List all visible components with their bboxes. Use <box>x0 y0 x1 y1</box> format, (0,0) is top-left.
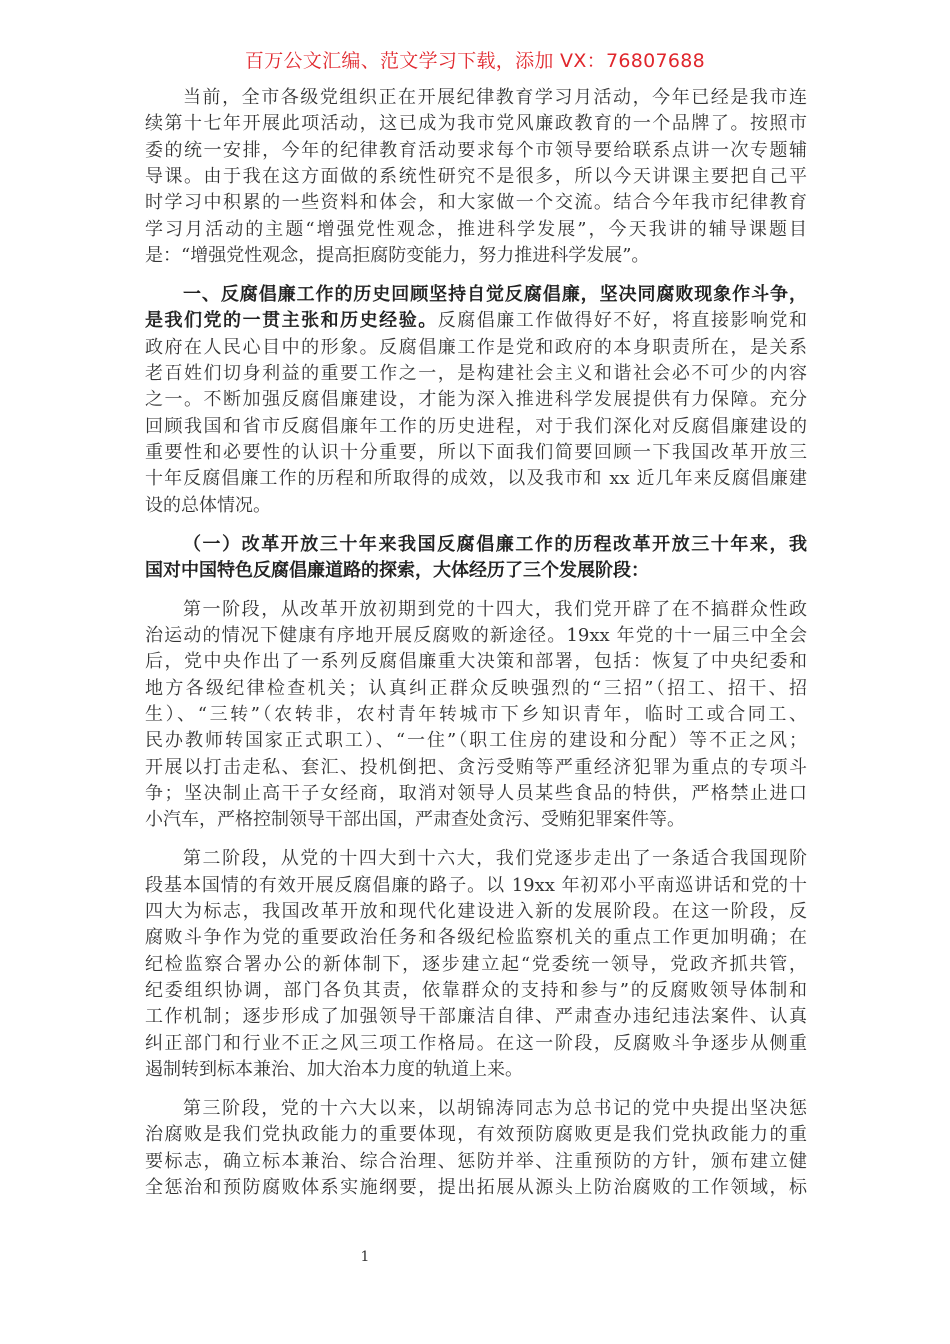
text-line <box>145 85 807 111</box>
body-text: 段基本国情的有效开展反腐倡廉的路子。以 19xx 年初邓小平南巡讲话和党的十 <box>145 874 807 896</box>
text-line <box>145 466 807 492</box>
body-text: 治运动的情况下健康有序地开展反腐败的新途径。19xx 年党的十一届三中全会 <box>145 625 807 647</box>
text-line <box>145 597 807 623</box>
document-body <box>145 85 807 1214</box>
text-line <box>145 440 807 466</box>
body-text: 地方各级纪律检查机关；认真纠正群众反映强烈的“三招”（招工、招干、招 <box>145 677 807 699</box>
body-text: 续第十七年开展此项活动，这已成为我市党风廉政教育的一个品牌了。按照市 <box>145 113 807 135</box>
body-text: 导课。由于我在这方面做的系统性研究不是很多，所以今天讲课主要把自己平 <box>145 166 807 188</box>
text-line <box>145 493 807 519</box>
body-text: 生）、“三转”（农转非，农村青年转城市下乡知识青年，临时工或合同工、 <box>145 704 807 726</box>
bold-text: 是我们党的一贯主张和历史经验。 <box>145 310 438 332</box>
text-line <box>145 846 807 872</box>
body-text: 学习月活动的主题“增强党性观念，推进科学发展”，今天我讲的辅导课题目 <box>145 218 807 240</box>
body-text: 治腐败是我们党执政能力的重要体现，有效预防腐败更是我们党执政能力的重 <box>145 1124 807 1146</box>
body-text: 纪检监察合署办公的新体制下，逐步建立起“党委统一领导，党政齐抓共管， <box>145 953 807 975</box>
text-line <box>145 807 807 833</box>
text-line <box>145 952 807 978</box>
text-line <box>145 282 807 308</box>
body-text: 之一。不断加强反腐倡廉建设，才能为深入推进科学发展提供有力保障。充分 <box>145 389 807 411</box>
text-line <box>145 755 807 781</box>
text-line <box>145 702 807 728</box>
body-text: 工作机制；逐步形成了加强领导干部廉洁自律、严肃查办违纪违法案件、认真 <box>145 1006 807 1028</box>
body-text: 后，党中央作出了一系列反腐倡廉重大决策和部署，包括：恢复了中央纪委和 <box>145 651 807 673</box>
text-line <box>145 899 807 925</box>
text-line <box>145 676 807 702</box>
body-text: 四大为标志，我国改革开放和现代化建设进入新的发展阶段。在这一阶段，反 <box>145 900 807 922</box>
download-banner: 百万公文汇编、范文学习下载，添加 VX：76807688 <box>244 50 706 72</box>
text-line <box>145 361 807 387</box>
body-text: 政府在人民心目中的形象。反腐倡廉工作是党和政府的本身职责所在，是关系 <box>145 336 807 358</box>
body-text: 设的总体情况。 <box>145 494 271 516</box>
body-text: 争；坚决制止高干子女经商，取消对领导人员某些食品的特供，严格禁止进口 <box>145 783 807 805</box>
text-line <box>145 873 807 899</box>
text-line <box>145 164 807 190</box>
body-text: 时学习中积累的一些资料和体会，和大家做一个交流。结合今年我市纪律教育 <box>145 192 807 214</box>
paragraph <box>145 282 807 519</box>
text-line <box>145 308 807 334</box>
text-line <box>145 1175 807 1201</box>
text-line <box>145 623 807 649</box>
body-text: 老百姓们切身利益的重要工作之一，是构建社会主义和谐社会必不可少的内容 <box>145 362 807 384</box>
body-text: 纠正部门和行业不正之风三项工作格局。在这一阶段，反腐败斗争逐步从侧重 <box>145 1032 807 1054</box>
body-text: 全惩治和预防腐败体系实施纲要，提出拓展从源头上防治腐败的工作领域，标 <box>145 1176 807 1198</box>
text-line <box>145 414 807 440</box>
text-line <box>145 335 807 361</box>
text-line <box>145 217 807 243</box>
body-text: 第二阶段，从党的十四大到十六大，我们党逐步走出了一条适合我国现阶 <box>183 848 807 870</box>
text-line <box>145 138 807 164</box>
body-text: 反腐倡廉工作做得好不好，将直接影响党和 <box>437 310 808 332</box>
text-line <box>145 532 807 558</box>
text-line <box>145 1004 807 1030</box>
text-line <box>145 243 807 269</box>
text-line <box>145 728 807 754</box>
page-number: 1 <box>360 1249 370 1265</box>
body-text: 第三阶段，党的十六大以来，以胡锦涛同志为总书记的党中央提出坚决惩 <box>183 1097 807 1119</box>
text-line <box>145 1149 807 1175</box>
body-text: 当前，全市各级党组织正在开展纪律教育学习月活动，今年已经是我市连 <box>183 87 807 108</box>
body-text: 民办教师转国家正式职工）、“一住”（职工住房的建设和分配）等不正之风； <box>145 730 807 752</box>
text-line <box>145 1122 807 1148</box>
body-text: 委的统一安排，今年的纪律教育活动要求每个市领导要给联系点讲一次专题辅 <box>145 139 807 161</box>
text-line <box>145 649 807 675</box>
body-text: 是：“增强党性观念，提高拒腐防变能力，努力推进科学发展”。 <box>145 245 650 267</box>
body-text: 重要性和必要性的认识十分重要，所以下面我们简要回顾一下我国改革开放三 <box>145 441 807 463</box>
text-line <box>145 111 807 137</box>
bold-text: 一、反腐倡廉工作的历史回顾坚持自觉反腐倡廉，坚决同腐败现象作斗争， <box>183 283 807 305</box>
body-text: 遏制转到标本兼治、加大治本力度的轨道上来。 <box>145 1059 523 1081</box>
text-line <box>145 558 807 584</box>
text-line <box>145 1031 807 1057</box>
bold-text: 国对中国特色反腐倡廉道路的探索，大体经历了三个发展阶段： <box>145 559 649 581</box>
body-text: 第一阶段，从改革开放初期到党的十四大，我们党开辟了在不搞群众性政 <box>183 598 807 620</box>
body-text: 要标志，确立标本兼治、综合治理、惩防并举、注重预防的方针，颁布建立健 <box>145 1150 807 1172</box>
paragraph <box>145 532 807 585</box>
paragraph <box>145 1096 807 1201</box>
text-line <box>145 190 807 216</box>
text-line <box>145 387 807 413</box>
paragraph <box>145 85 807 269</box>
text-line <box>145 1057 807 1083</box>
body-text: 回顾我国和省市反腐倡廉年工作的历史进程，对于我们深化对反腐倡廉建设的 <box>145 415 807 437</box>
body-text: 小汽车，严格控制领导干部出国，严肃查处贪污、受贿犯罪案件等。 <box>145 809 685 831</box>
body-text: 十年反腐倡廉工作的历程和所取得的成效，以及我市和 xx 近几年来反腐倡廉建 <box>145 468 807 490</box>
body-text: 腐败斗争作为党的重要政治任务和各级纪检监察机关的重点工作更加明确；在 <box>145 927 807 949</box>
bold-text: （一）改革开放三十年来我国反腐倡廉工作的历程改革开放三十年来，我 <box>183 533 807 555</box>
body-text: 开展以打击走私、套汇、投机倒把、贪污受贿等严重经济犯罪为重点的专项斗 <box>145 756 807 778</box>
text-line <box>145 781 807 807</box>
body-text: 纪委组织协调，部门各负其责，依靠群众的支持和参与”的反腐败领导体制和 <box>145 980 807 1001</box>
paragraph <box>145 846 807 1083</box>
text-line <box>145 978 807 1004</box>
paragraph <box>145 597 807 834</box>
text-line <box>145 1096 807 1122</box>
text-line <box>145 925 807 951</box>
